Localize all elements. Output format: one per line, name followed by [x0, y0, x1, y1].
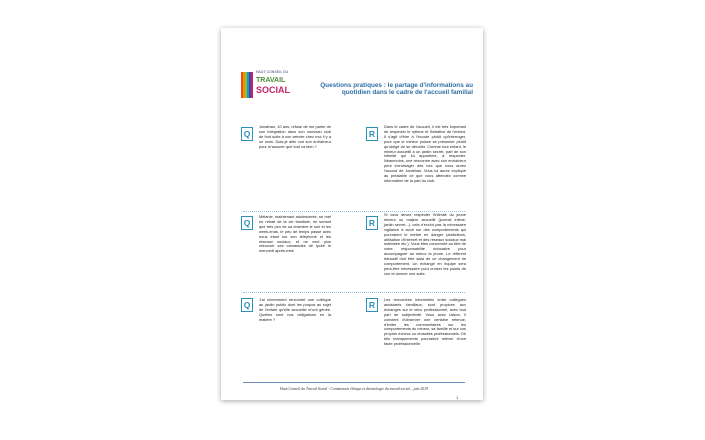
document-page — [221, 28, 483, 400]
question-text: Jonathan, 10 ans, refuse de me parler de son intégration dans son nouveau club de foot suite à son arrivée chez moi il y a un mois. Dois-je aller voir son entraîneur pour m'assurer que tout va bien ? — [259, 124, 331, 149]
footer-text: Haut Conseil du Travail Social - Commission éthique et déontologie du travail social – juin 2019 — [280, 387, 428, 391]
separator — [243, 292, 465, 293]
answer-text: Dans le cadre de l'accueil, il est très important de respecter le rythme et l'initiative de l'enfant. Il s'agit d'être à l'écoute plutôt qu'interroger, pour que le mineur puisse se présenter plutôt qu'obligé de se dévoiler. Comme tout enfant, le mineur accueilli a un jardin secret, part de son intimité qui lui appartient, à respecter. Néanmoins, une rencontre avec son entraîneur peut s'envisager dès lors que vous aurez l'accord de Jonathan. Vous lui aurez expliqué au préalable ce que vous attendez comme information de la part du club. — [384, 124, 466, 183]
logo-travail: TRAVAIL — [256, 77, 286, 84]
question-text: J'ai récemment rencontré une collègue au jardin public dont les propos au sujet de l'enfant qu'elle accueille m'ont gênée. Quelles sont nos obligations en la matière ? — [259, 297, 331, 322]
answer-text: Les rencontres informelles entre collègues assistants familiaux, sont propices aux échanges sur le vécu professionnel, avec tout part de subjectivité. Vous avez raison, il convient d'observer une certaine retenue, d'éviter les commentaires sur les comportements du mineur, sa famille et sur vos propres échecs ou réussites professionnels. De tels manquements pourraient relever d'une faute professionnelle. — [384, 297, 466, 347]
r-label: R — [366, 298, 378, 312]
logo-color-bars — [241, 72, 253, 98]
logo-bar — [251, 72, 253, 98]
logo-line1: HAUT CONSEIL — [256, 70, 283, 74]
q-label: Q — [241, 127, 253, 141]
r-label: R — [366, 216, 378, 230]
logo-social: SOCIAL — [256, 85, 291, 95]
question-text: Mélanie, maintenant adolescente, se met en retrait de la vie familiale, ne sortant que très peu de sa chambre le soir et les week-ends, le peu de temps passé avec nous étant sur son téléphone et les réseaux sociaux, et ne veut plus retrouver ses camarades de lycée le mercredi après-midi. — [259, 214, 331, 254]
page-number: 1 — [456, 395, 459, 400]
answer-text: Si vous devez respecter l'intimité du jeune mineur ou majeur accueilli (journal intime, jardin secret...), cela n'exclut pas la nécessaire vigilance à avoir sur des comportements qui pourraient le mettre en danger (addictions, utilisation d'Internet et des réseaux sociaux mal maîtrisée etc.). Vous êtes concernée au titre de votre responsabilité éducative pour accompagner au mieux la jeune. Le référent éducatif doit être saisi de ce changement de comportement. Un échange en équipe sera peut-être nécessaire pour croiser les points de vue et donner une suite. — [384, 212, 466, 276]
q-label: Q — [241, 216, 253, 230]
q-label: Q — [241, 298, 253, 312]
logo-small-text — [256, 71, 288, 75]
footer-rule — [243, 382, 465, 383]
hcts-logo — [241, 70, 301, 104]
page-title: Questions pratiques : le partage d'informations au quotidien dans le cadre de l'accueil familial — [320, 82, 473, 97]
logo-line2: DU — [283, 70, 289, 74]
r-label: R — [366, 127, 378, 141]
